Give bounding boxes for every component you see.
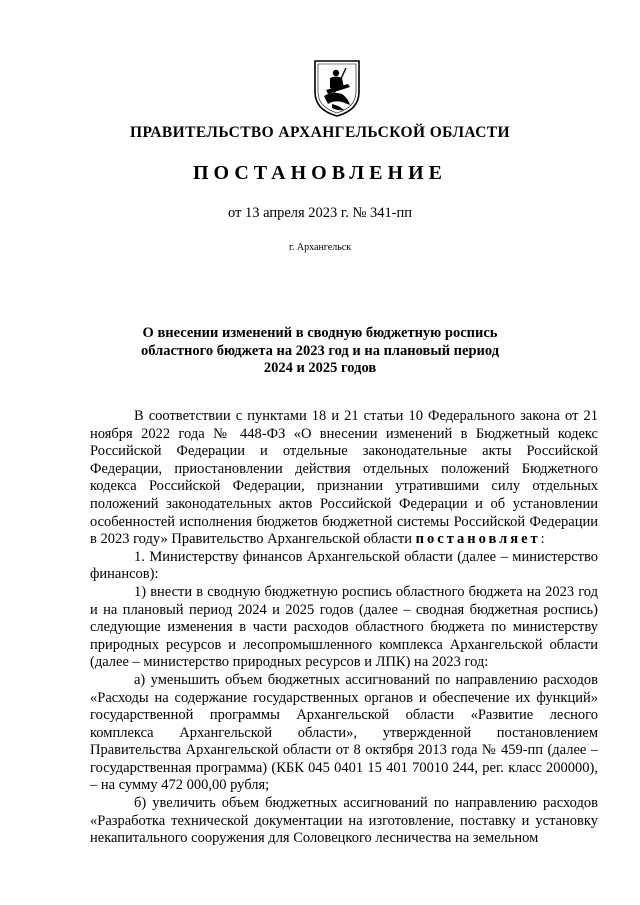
clause-paragraph: а) уменьшить объем бюджетных ассигнований по направлению расходов «Расходы на содержание государственных органов и обеспечение их функций» государственной программы Архангельской области «Развитие лесного комплекса Архангельской области», утвержденной постановлением Правительства Архангельской области от 8 октября 2013 года № 459-пп (далее – государственная программа) (КБК 045 0401 15 401 70010 244, рег. класс 200000), – на сумму 472 000,00 рубля;: [90, 671, 598, 794]
title-line: О внесении изменений в сводную бюджетную роспись: [142, 325, 498, 341]
coat-of-arms-icon: [312, 58, 362, 118]
document-type: ПОСТАНОВЛЕНИЕ: [193, 162, 447, 184]
title-line: областного бюджета на 2023 год и на плановый период: [140, 342, 500, 359]
preamble-end: :: [540, 531, 545, 548]
organization-name: ПРАВИТЕЛЬСТВО АРХАНГЕЛЬСКОЙ ОБЛАСТИ: [129, 124, 510, 141]
document-date-number: от 13 апреля 2023 г. № 341-пп: [227, 205, 413, 221]
document-body: [90, 408, 598, 848]
clause-paragraph: 1. Министерству финансов Архангельской области (далее – министерство финансов):: [90, 548, 598, 583]
clause-paragraph: 1) внести в сводную бюджетную роспись областного бюджета на 2023 год и на плановый период 2024 и 2025 годов (далее – сводная бюджетная роспись) следующие изменения в части расходов областного бюджета по министерству природных ресурсов и лесопромышленного комплекса Архангельской области (далее – министерство природных ресурсов и ЛПК) на 2023 год:: [90, 583, 598, 671]
document-city: г. Архангельск: [288, 242, 352, 253]
clause-paragraph: б) увеличить объем бюджетных ассигнований по направлению расходов «Разработка технической документации на изготовление, поставку и установку некапитального сооружения для Соловецкого лесничества на земельном: [90, 795, 598, 847]
preamble-text: В соответствии с пунктами 18 и 21 статьи 10 Федерального закона от 21 ноября 2022 года № 448-ФЗ «О внесении изменений в Бюджетный кодекс Российской Федерации и отдельные законодательные акты Российской Федерации, приостановлении действия отдельных положений Бюджетного кодекса Российской Федерации, признании утратившими силу отдельных положений законодательных актов Российской Федерации и об установлении особенностей исполнения бюджетов бюджетной системы Российской Федерации в 2023 году» Правительство Архангельской области: [90, 408, 598, 548]
title-line: 2024 и 2025 годов: [263, 360, 377, 377]
document-title: [0, 325, 640, 378]
preamble-paragraph: [90, 408, 598, 549]
decree-word: постановляет: [415, 531, 541, 548]
